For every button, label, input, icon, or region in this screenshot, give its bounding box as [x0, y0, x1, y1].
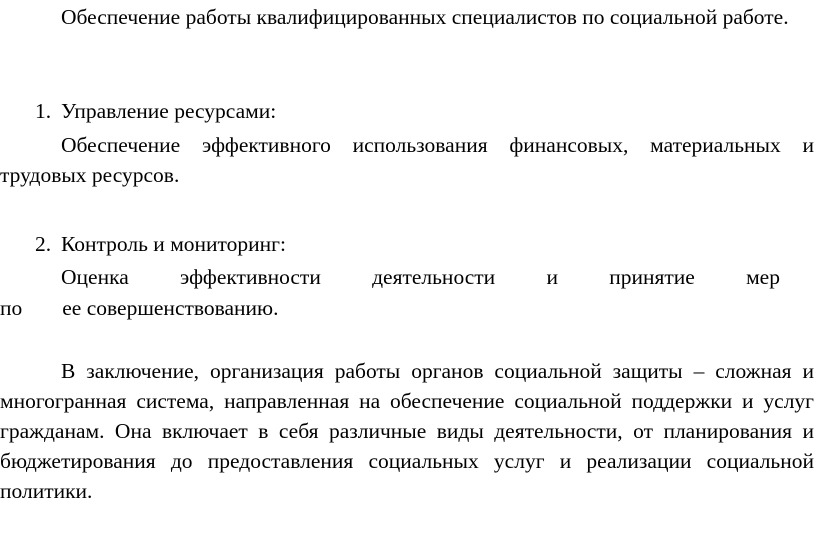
paragraph-conclusion: В заключение, организация работы органов социальной защиты – сложная и многогранная система, направленная на обеспечение социальной поддержки и услуг гражданам. Она включает в себя различные виды деятельности, от планирования и бюджетирования до предоставления социальных услуг и реализации социальной политики.: [0, 359, 814, 503]
word: и: [546, 265, 558, 289]
word: по: [0, 296, 23, 320]
list-title-resource-management: Управление ресурсами:: [61, 99, 277, 123]
word: Оценка: [61, 265, 129, 289]
word: принятие: [609, 265, 695, 289]
list-item-resource-management: [35, 96, 276, 126]
paragraph-resource-usage: Обеспечение эффективного использования финансовых, материальных и трудовых ресурсов.: [0, 133, 814, 187]
text-fragment: ее совершенствованию.: [62, 296, 279, 320]
paragraph-evaluation-line1: [61, 262, 780, 292]
paragraph-qualified-specialists: Обеспечение работы квалифицированных специалистов по социальной работе.: [61, 5, 789, 29]
word: мер: [746, 265, 780, 289]
list-item-control-monitoring: [35, 229, 286, 259]
word: эффективности: [180, 265, 321, 289]
paragraph-evaluation-line2: [0, 293, 279, 323]
list-number-1: 1.: [35, 99, 52, 123]
list-title-control-monitoring: Контроль и мониторинг:: [61, 232, 286, 256]
word: деятельности: [372, 265, 496, 289]
list-number-2: 2.: [35, 232, 52, 256]
